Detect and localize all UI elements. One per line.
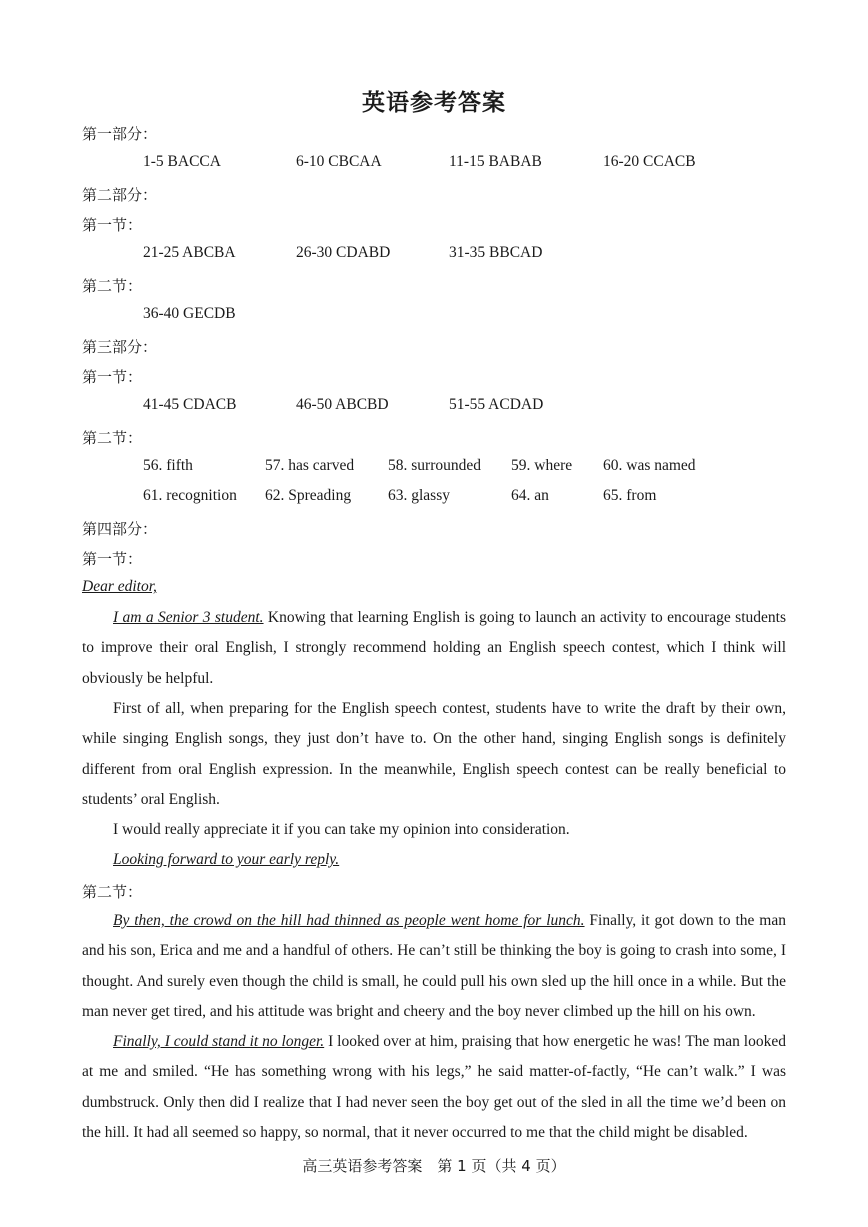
answer-item: 58. surrounded — [388, 457, 481, 474]
letter-closing: Looking forward to your early reply. — [113, 851, 340, 868]
answer-group: 41-45 CDACB — [143, 396, 237, 413]
part2-section1-heading: 第一节： — [82, 216, 143, 234]
part4-section1-heading: 第一节： — [82, 550, 143, 568]
answer-item: 64. an — [511, 487, 549, 504]
part2-section2-heading: 第二节： — [82, 277, 143, 295]
part4-heading: 第四部分： — [82, 520, 158, 538]
answer-group: 26-30 CDABD — [296, 244, 391, 261]
letter-paragraph-1 — [82, 603, 786, 694]
paragraph-text: I looked over at him, praising that how energetic he was! The man looked at me and smiled. “He has something wrong with his legs,” he said matter-of-factly, “He can’t walk.” I was dumbstruck. Only then did I realize that I had never seen the boy get out of the sled in all the time we’d been on the hill. It had all seemed so happy, so normal, that it never occurred to me that the child might be disabled. — [82, 1033, 786, 1141]
answer-item: 59. where — [511, 457, 573, 474]
answer-group: 21-25 ABCBA — [143, 244, 236, 261]
story-paragraph-1 — [82, 906, 786, 1027]
answer-group: 31-35 BBCAD — [449, 244, 543, 261]
part4-section2-heading: 第二节： — [82, 883, 143, 901]
story-paragraph-2 — [82, 1027, 786, 1148]
part3-heading: 第三部分： — [82, 338, 158, 356]
letter-salutation: Dear editor, — [82, 578, 157, 595]
part3-section1-heading: 第一节： — [82, 368, 143, 386]
answer-item: 60. was named — [603, 457, 696, 474]
answer-group: 46-50 ABCBD — [296, 396, 389, 413]
letter-paragraph-3: I would really appreciate it if you can take my opinion into consideration. — [113, 821, 570, 838]
part2-heading: 第二部分： — [82, 186, 158, 204]
paragraph-text: Finally, it got down to the man and his son, Erica and me and a handful of others. He can’t still be thinking the boy is going to crash into some, I thought. And surely even though the child is small, he could pull his own sled up the hill once in a while. But the man never get tired, and his attitude was bright and cheery and the boy never climbed up the hill on his own. — [82, 912, 786, 1020]
answer-group: 16-20 CCACB — [603, 153, 696, 170]
answer-group: 1-5 BACCA — [143, 153, 221, 170]
page-title: 英语参考答案 — [362, 90, 506, 116]
answer-item: 61. recognition — [143, 487, 237, 504]
underlined-sentence: Finally, I could stand it no longer. — [113, 1033, 325, 1050]
part1-heading: 第一部分： — [82, 125, 158, 143]
paragraph-text: Knowing that learning English is going to launch an activity to encourage students to improve their oral English, I strongly recommend holding an English speech contest, which I think will obviously be helpful. — [82, 609, 786, 687]
page-footer: 高三英语参考答案 第 1 页（共 4 页） — [302, 1157, 566, 1175]
underlined-sentence: I am a Senior 3 student. — [113, 609, 264, 626]
underlined-sentence: By then, the crowd on the hill had thinned as people went home for lunch. — [113, 912, 585, 929]
answer-group: 51-55 ACDAD — [449, 396, 544, 413]
answer-group: 36-40 GECDB — [143, 305, 236, 322]
answer-item: 65. from — [603, 487, 657, 504]
answer-group: 6-10 CBCAA — [296, 153, 382, 170]
part3-section2-heading: 第二节： — [82, 429, 143, 447]
answer-item: 56. fifth — [143, 457, 193, 474]
answer-item: 62. Spreading — [265, 487, 352, 504]
answer-item: 63. glassy — [388, 487, 450, 504]
answer-group: 11-15 BABAB — [449, 153, 542, 170]
answer-item: 57. has carved — [265, 457, 355, 474]
letter-paragraph-2: First of all, when preparing for the English speech contest, students have to write the draft by their own, while singing English songs, they just don’t have to. On the other hand, singing English songs is definitely different from oral English expression. In the meanwhile, English speech contest can be really beneficial to students’ oral English. — [82, 700, 786, 808]
